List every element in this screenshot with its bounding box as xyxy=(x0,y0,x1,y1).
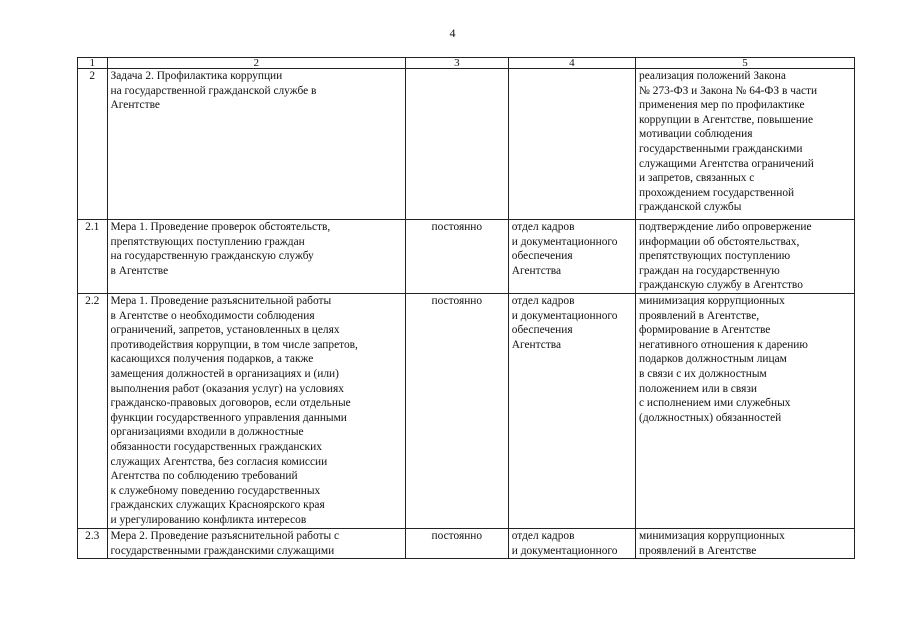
cell-text-line: гражданско-правовых договоров, если отдельные xyxy=(110,397,351,410)
cell-text-line: отдел кадров xyxy=(511,294,575,307)
column-header-1: 1 xyxy=(78,58,108,69)
cell-text-line: государственными гражданскими служащими xyxy=(110,544,335,557)
table-row xyxy=(78,293,855,528)
cell-text-line: Мера 2. Проведение разъяснительной работы с xyxy=(110,529,340,542)
cell-text-line: функции государственного управления данными xyxy=(110,411,347,424)
cell-text-line: замещения должностей в организациях и (или) xyxy=(110,367,339,380)
cell-text-line: (должностных) обязанностей xyxy=(639,411,782,424)
expected-result-cell xyxy=(636,528,855,558)
cell-text-line: положением или в связи xyxy=(639,382,757,395)
frequency-cell xyxy=(405,528,508,558)
row-number-cell: 2.2 xyxy=(78,293,108,528)
cell-text-line: Задача 2. Профилактика коррупции xyxy=(110,70,283,82)
column-header-4: 4 xyxy=(508,58,635,69)
measure-description-cell xyxy=(107,220,405,294)
cell-text-line: государственными гражданскими xyxy=(639,142,803,155)
header-row xyxy=(78,58,855,69)
measure-description-cell xyxy=(107,293,405,528)
cell-text-line: гражданскую службу в Агентство xyxy=(639,279,803,292)
cell-text-line: отдел кадров xyxy=(511,221,575,233)
cell-text-line: проявлений в Агентстве xyxy=(639,544,757,557)
responsible-unit-cell xyxy=(508,528,635,558)
cell-text-line: минимизация коррупционных xyxy=(639,529,785,542)
cell-text-line: мотивации соблюдения xyxy=(639,128,753,141)
responsible-unit-cell xyxy=(508,69,635,220)
cell-text-line: и документационного xyxy=(511,235,618,248)
expected-result-cell xyxy=(636,293,855,528)
row-number-cell: 2 xyxy=(78,69,108,220)
cell-text-line: подтверждение либо опровержение xyxy=(639,221,812,233)
cell-text-line: обеспечения xyxy=(511,324,573,337)
cell-text-line: организациями входили в должностные xyxy=(110,426,304,439)
cell-text-line: проявлений в Агентстве, xyxy=(639,309,760,322)
column-header-5: 5 xyxy=(636,58,855,69)
cell-text-line: Агентства по соблюдению требований xyxy=(110,470,298,483)
responsible-unit-cell xyxy=(508,293,635,528)
cell-text-line: Агентства xyxy=(511,264,562,277)
cell-text-line: постоянно xyxy=(431,294,483,307)
cell-text-line: информации об обстоятельствах, xyxy=(639,235,800,248)
cell-text-line: Агентстве xyxy=(110,99,160,112)
cell-text-line: в Агентстве о необходимости соблюдения xyxy=(110,309,315,322)
table-body xyxy=(78,69,855,559)
cell-text-line: служащих Агентства, без согласия комиссии xyxy=(110,455,328,468)
measure-description-cell xyxy=(107,69,405,220)
cell-text-line: коррупции в Агентстве, повышение xyxy=(639,113,814,126)
cell-text-line: Агентства xyxy=(511,338,562,351)
cell-text-line: с исполнением ими служебных xyxy=(639,397,791,410)
cell-text-line: служащими Агентства ограничений xyxy=(639,157,814,170)
cell-text-line: на государственную гражданскую службу xyxy=(110,250,314,263)
expected-result-cell xyxy=(636,220,855,294)
cell-text-line: противодействия коррупции, в том числе запретов, xyxy=(110,338,358,351)
cell-text-line: Мера 1. Проведение разъяснительной работы xyxy=(110,294,332,307)
expected-result-cell xyxy=(636,69,855,220)
row-number-cell: 2.3 xyxy=(78,528,108,558)
measures-table xyxy=(77,57,855,559)
cell-text-line: обеспечения xyxy=(511,250,573,263)
cell-text-line: негативного отношения к дарению xyxy=(639,338,808,351)
row-number-cell: 2.1 xyxy=(78,220,108,294)
cell-text-line: гражданских служащих Красноярского края xyxy=(110,499,325,512)
cell-text-line: и запретов, связанных с xyxy=(639,172,755,185)
cell-text-line: гражданской службы xyxy=(639,201,742,214)
page-number: 4 xyxy=(449,26,456,40)
cell-text-line: и урегулированию конфликта интересов xyxy=(110,513,307,526)
cell-text-line: в связи с их должностным xyxy=(639,367,767,380)
cell-text-line: применения мер по профилактике xyxy=(639,99,805,112)
cell-text-line: ограничений, запретов, установленных в целях xyxy=(110,324,340,337)
table-row xyxy=(78,220,855,294)
cell-text-line: постоянно xyxy=(431,221,483,233)
cell-text-line: граждан на государственную xyxy=(639,264,780,277)
cell-text-line: препятствующих поступлению граждан xyxy=(110,235,305,248)
column-header-2: 2 xyxy=(107,58,405,69)
cell-text-line: отдел кадров xyxy=(511,529,575,542)
measure-description-cell xyxy=(107,528,405,558)
column-header-3: 3 xyxy=(405,58,508,69)
cell-text-line: препятствующих поступлению xyxy=(639,250,791,263)
cell-text-line: обязанности государственных гражданских xyxy=(110,440,322,453)
frequency-cell xyxy=(405,69,508,220)
cell-text-line: постоянно xyxy=(431,529,483,542)
table-row xyxy=(78,69,855,220)
cell-text-line: подарков должностным лицам xyxy=(639,353,787,366)
responsible-unit-cell xyxy=(508,220,635,294)
cell-text-line: выполнения работ (оказания услуг) на условиях xyxy=(110,382,344,395)
cell-text-line: и документационного xyxy=(511,309,618,322)
cell-text-line: и документационного xyxy=(511,544,618,557)
cell-text-line: к служебному поведению государственных xyxy=(110,484,321,497)
frequency-cell xyxy=(405,220,508,294)
table-row xyxy=(78,528,855,558)
cell-text-line: реализация положений Закона xyxy=(639,70,786,82)
cell-text-line: минимизация коррупционных xyxy=(639,294,785,307)
cell-text-line: в Агентстве xyxy=(110,264,169,277)
cell-text-line: № 273-ФЗ и Закона № 64-ФЗ в части xyxy=(639,84,818,97)
frequency-cell xyxy=(405,293,508,528)
cell-text-line: формирование в Агентстве xyxy=(639,324,771,337)
cell-text-line: прохождением государственной xyxy=(639,186,795,199)
cell-text-line: Мера 1. Проведение проверок обстоятельств, xyxy=(110,221,331,233)
cell-text-line: на государственной гражданской службе в xyxy=(110,84,317,97)
cell-text-line: касающихся получения подарков, а также xyxy=(110,353,314,366)
